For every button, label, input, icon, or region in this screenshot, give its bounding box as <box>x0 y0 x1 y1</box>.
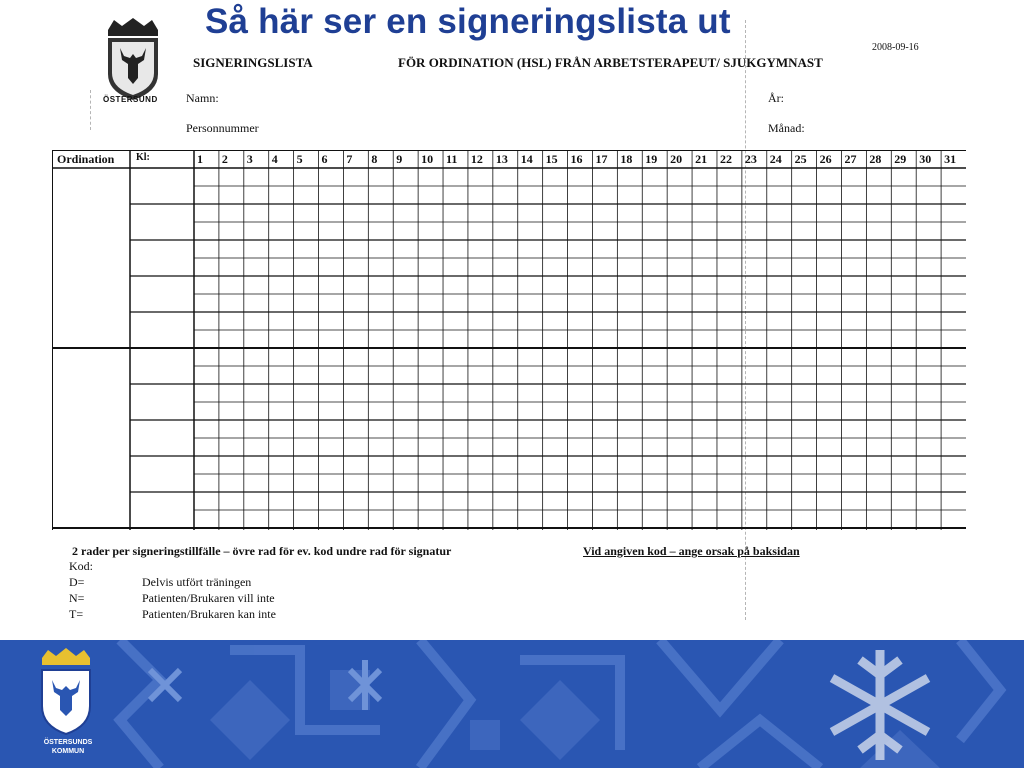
day-header-26: 26 <box>819 152 832 166</box>
code-key-d: D= <box>69 575 85 589</box>
day-header-3: 3 <box>246 152 253 166</box>
day-header-22: 22 <box>719 152 732 166</box>
name-field-label: Namn: <box>186 91 219 105</box>
day-header-25: 25 <box>794 152 807 166</box>
day-header-2: 2 <box>221 152 228 166</box>
signing-grid <box>52 150 966 530</box>
day-header-14: 14 <box>520 152 533 166</box>
form-date: 2008-09-16 <box>872 42 919 53</box>
day-header-4: 4 <box>271 152 278 166</box>
slide-title: Så här ser en signeringslista ut <box>205 2 731 41</box>
day-header-23: 23 <box>744 152 757 166</box>
form-subtitle: FÖR ORDINATION (HSL) FRÅN ARBETSTERAPEUT/ SJUKGYMNAST <box>398 55 823 70</box>
day-header-9: 9 <box>396 152 403 166</box>
code-text-t: Patienten/Brukaren kan inte <box>142 607 276 621</box>
code-heading: Kod: <box>69 559 93 573</box>
code-instruction: Vid angiven kod – ange orsak på baksidan <box>583 544 800 558</box>
footer-banner <box>0 640 1024 768</box>
code-text-n: Patienten/Brukaren vill inte <box>142 591 275 605</box>
code-key-t: T= <box>69 607 84 621</box>
emblem-caption: ÖSTERSUND <box>103 95 158 104</box>
personal-number-label: Personnummer <box>186 121 259 135</box>
form-title: SIGNERINGSLISTA <box>193 55 313 70</box>
day-header-10: 10 <box>421 152 434 166</box>
day-header-8: 8 <box>371 152 378 166</box>
day-header-1: 1 <box>197 152 203 166</box>
day-header-13: 13 <box>495 152 508 166</box>
municipality-logo-icon <box>42 648 90 734</box>
code-key-n: N= <box>69 591 85 605</box>
rows-instruction: 2 rader per signeringstillfälle – övre rad för ev. kod undre rad för signatur <box>72 544 452 558</box>
time-column-header: Kl: <box>136 152 150 163</box>
day-header-11: 11 <box>446 152 458 166</box>
day-header-16: 16 <box>570 152 583 166</box>
year-field-label: År: <box>768 91 784 105</box>
day-header-21: 21 <box>695 152 708 166</box>
day-header-27: 27 <box>844 152 857 166</box>
day-header-15: 15 <box>545 152 558 166</box>
day-header-17: 17 <box>595 152 608 166</box>
day-header-24: 24 <box>769 152 782 166</box>
day-header-12: 12 <box>470 152 483 166</box>
day-header-30: 30 <box>919 152 932 166</box>
day-header-7: 7 <box>346 152 353 166</box>
footer-logo-line2: KOMMUN <box>51 748 85 755</box>
snowflake-pattern <box>0 640 1024 768</box>
day-header-20: 20 <box>670 152 683 166</box>
footer-logo-text <box>38 738 98 756</box>
day-header-5: 5 <box>296 152 303 166</box>
day-header-18: 18 <box>620 152 633 166</box>
ordination-column-header: Ordination <box>57 152 115 166</box>
coat-of-arms-icon <box>100 16 166 106</box>
footer-logo-line1: ÖSTERSUNDS <box>43 739 93 746</box>
month-field-label: Månad: <box>768 121 805 135</box>
day-header-28: 28 <box>869 152 882 166</box>
code-text-d: Delvis utfört träningen <box>142 575 252 589</box>
day-header-6: 6 <box>321 152 328 166</box>
day-header-31: 31 <box>944 152 957 166</box>
scan-mark <box>90 90 91 130</box>
day-header-29: 29 <box>894 152 907 166</box>
day-header-19: 19 <box>645 152 658 166</box>
